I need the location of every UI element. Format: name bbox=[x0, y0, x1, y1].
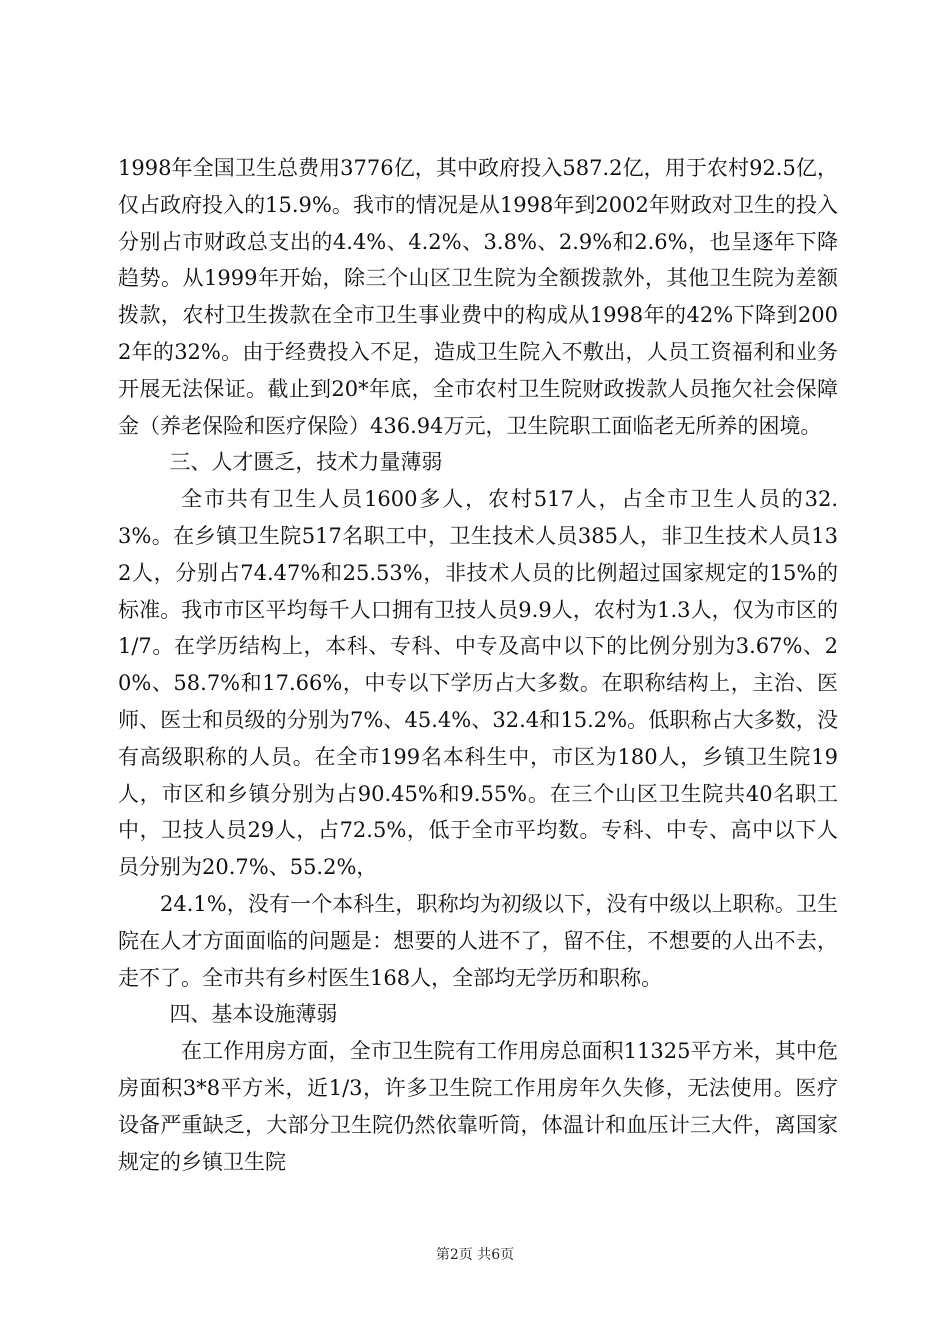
paragraph-infrastructure: 在工作用房方面，全市卫生院有工作用房总面积11325平方米，其中危房面积3*8平方米，近1/3，许多卫生院工作用房年久失修，无法使用。医疗设备严重缺乏，大部分卫生院仍然依靠听筒，体温计和血压计三大件，离国家规定的乡镇卫生院 bbox=[118, 1039, 838, 1174]
section-heading-infrastructure: 四、基本设施薄弱 bbox=[169, 1002, 338, 1027]
paragraph-personnel-continued: 24.1%，没有一个本科生，职称均为初级以下，没有中级以上职称。卫生院在人才方面面临的问题是：想要的人进不了，留不住，不想要的人出不去，走不了。全市共有乡村医生168人，全部均无学历和职称。 bbox=[118, 891, 838, 990]
section-heading-talent-shortage: 三、人才匮乏，技术力量薄弱 bbox=[169, 450, 443, 475]
paragraph-health-expenditure: 1998年全国卫生总费用3776亿，其中政府投入587.2亿，用于农村92.5亿，仅占政府投入的15.9%。我市的情况是从1998年到2002年财政对卫生的投入分别占市财政总支出的4.4%、4.2%、3.8%、2.9%和2.6%，也呈逐年下降趋势。从1999年开始，除三个山区卫生院为全额拨款外，其他卫生院为差额拨款，农村卫生拨款在全市卫生事业费中的构成从1998年的42%下降到2002年的32%。由于经费投入不足，造成卫生院入不敷出，人员工资福利和业务开展无法保证。截止到20*年底，全市农村卫生院财政拨款人员拖欠社会保障金（养老保险和医疗保险）436.94万元，卫生院职工面临老无所养的困境。 bbox=[118, 156, 838, 438]
document-body bbox=[118, 150, 838, 1180]
paragraph-health-personnel: 全市共有卫生人员1600多人，农村517人，占全市卫生人员的32.3%。在乡镇卫生院517名职工中，卫生技术人员385人，非卫生技术人员132人，分别占74.47%和25.53%，非技术人员的比例超过国家规定的15%的标准。我市市区平均每千人口拥有卫技人员9.9人，农村为1.3人，仅为市区的1/7。在学历结构上，本科、专科、中专及高中以下的比例分别为3.67%、20%、58.7%和17.66%，中专以下学历占大多数。在职称结构上，主治、医师、医士和员级的分别为7%、45.4%、32.4和15.2%。低职称占大多数，没有高级职称的人员。在全市199名本科生中，市区为180人，乡镇卫生院19人，市区和乡镇分别为占90.45%和9.55%。在三个山区卫生院共40名职工中，卫技人员29人，占72.5%，低于全市平均数。专科、中专、高中以下人员分别为20.7%、55.2%， bbox=[118, 487, 838, 880]
page-footer bbox=[0, 1244, 950, 1264]
page-number-label: 第2页 共6页 bbox=[435, 1247, 515, 1263]
